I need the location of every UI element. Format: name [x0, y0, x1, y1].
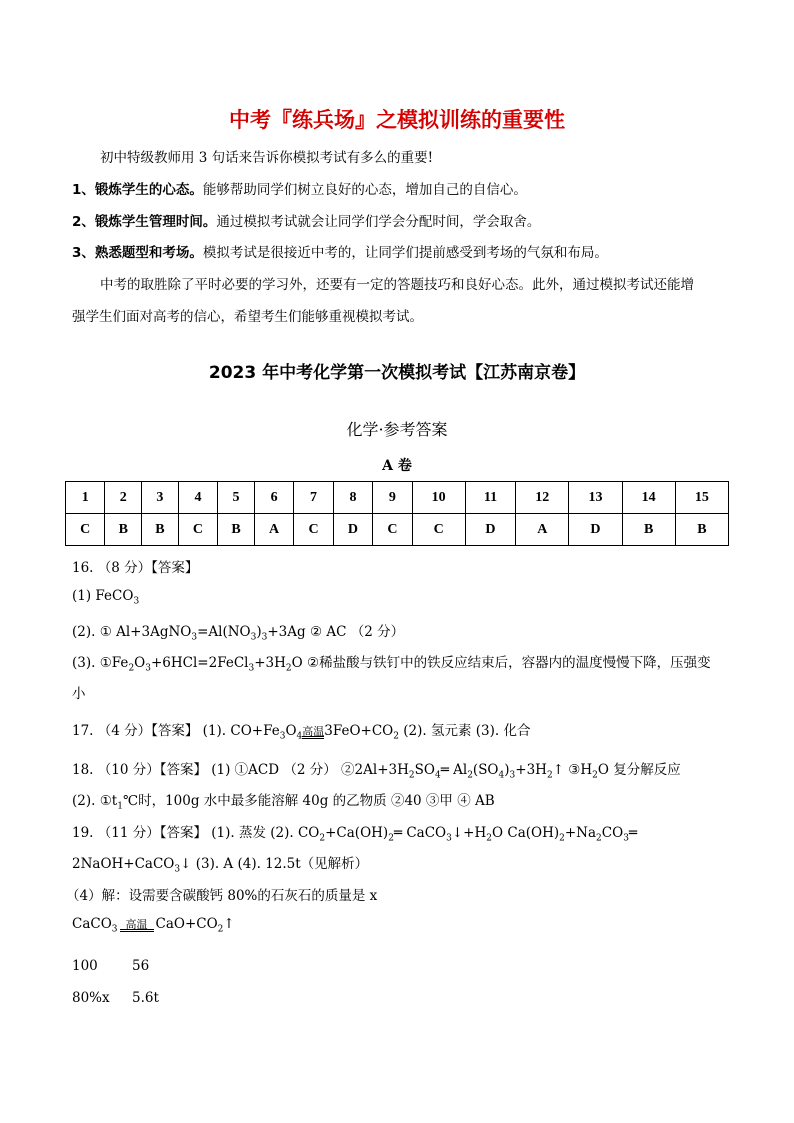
question-number: 7 [294, 482, 333, 514]
q19-eq-text: CaO+CO [155, 916, 218, 932]
q19-eq-text: CaCO [72, 916, 112, 932]
question-number: 9 [373, 482, 412, 514]
q19-text: ═ [628, 825, 638, 841]
subscript: 2 [128, 663, 135, 674]
subscript: 3 [191, 632, 198, 643]
q19-equation [72, 916, 235, 935]
subscript: 3 [133, 596, 140, 607]
promo-point-1 [72, 178, 527, 198]
q19-text: ↓+H [451, 825, 487, 841]
subscript: 2 [408, 770, 415, 781]
q18-text: ) [504, 762, 510, 778]
subscript: 2 [592, 770, 598, 781]
subscript: 3 [145, 663, 151, 674]
subscript: 4 [434, 770, 441, 781]
promo-point-1-label: 1、锻炼学生的心态。 [72, 182, 203, 198]
q19-answer-1 [72, 821, 637, 844]
promo-intro: 初中特级教师用 3 句话来告诉你模拟考试有多么的重要! [100, 150, 434, 166]
q16-a3-text: +6HCl=2FeCl [150, 655, 249, 671]
ratio-row-2 [72, 990, 159, 1006]
question-number: 2 [105, 482, 142, 514]
q19-eq-text: ↑ [223, 916, 235, 932]
answer-cell: C [373, 514, 412, 546]
q18-text: ↑ ③H [552, 762, 593, 778]
q16-answer-1 [72, 588, 139, 607]
ratio-row-1 [72, 958, 149, 974]
q17-text: O [285, 723, 297, 739]
q19-answer-2 [72, 852, 368, 875]
answer-cell: B [218, 514, 255, 546]
answer-key-subtitle: 化学·参考答案 [346, 420, 448, 439]
q18-answer-2 [72, 789, 495, 812]
q18-text: (SO [472, 762, 499, 778]
answer-cell: B [142, 514, 179, 546]
q19-text: +Na [564, 825, 597, 841]
question-number: 5 [218, 482, 255, 514]
subscript: 3 [446, 833, 452, 844]
q18-text: ═ Al [440, 762, 468, 778]
answer-cell: C [294, 514, 333, 546]
subscript: 2 [319, 833, 326, 844]
q19-text: 19. （11 分）【答案】 (1). 蒸发 (2). CO [72, 825, 320, 841]
question-number: 4 [178, 482, 217, 514]
promo-point-2-text: 通过模拟考试就会让同学们学会分配时间，学会取舍。 [216, 214, 541, 230]
ratio-value: 5.6t [132, 990, 159, 1006]
q19-text: O Ca(OH) [492, 825, 560, 841]
question-number: 12 [516, 482, 569, 514]
subscript: 3 [509, 770, 516, 781]
subscript: 2 [596, 833, 602, 844]
promo-paragraph-line-2: 强学生们面对高考的信心，希望考生们能够重视模拟考试。 [72, 309, 423, 325]
promo-point-3-label: 3、熟悉题型和考场。 [72, 245, 203, 261]
answer-cell: C [178, 514, 217, 546]
answer-cell: C [412, 514, 465, 546]
q19-text: +Ca(OH) [325, 825, 389, 841]
q16-a1-text: (1) FeCO [72, 588, 134, 604]
subscript: 2 [393, 731, 399, 742]
q17-text: 3FeO+CO [324, 723, 394, 739]
promo-title: 中考『练兵场』之模拟训练的重要性 [229, 108, 565, 132]
q16-a3-text: O ②稀盐酸与铁钉中的铁反应结束后，容器内的温度慢慢下降，压强变 [291, 655, 711, 671]
subscript: 4 [296, 731, 303, 742]
question-number: 10 [412, 482, 465, 514]
answer-cell: B [105, 514, 142, 546]
q19-text: ↓ (3). A (4). 12.5t（见解析） [180, 856, 369, 872]
q19-solution-setup: （4）解：设需要含碳酸钙 80%的石灰石的质量是 x [66, 888, 378, 904]
q16-answer-2 [72, 620, 404, 643]
subscript: 1 [117, 801, 123, 812]
subscript: 2 [388, 833, 394, 844]
q17-text: (2). 氢元素 (3). 化合 [398, 723, 531, 739]
reaction-condition [302, 726, 324, 739]
subscript: 2 [559, 833, 565, 844]
answer-table [65, 481, 729, 546]
q19-text: 2NaOH+CaCO [72, 856, 175, 872]
q16-a3-text: (3). ①Fe [72, 655, 129, 671]
question-number: 3 [142, 482, 179, 514]
q16-a2-text: +3Ag ② AC （2 分） [267, 624, 405, 640]
subscript: 4 [498, 770, 505, 781]
subscript: 3 [261, 632, 268, 643]
question-number: 11 [465, 482, 515, 514]
ratio-value: 80%x [72, 990, 110, 1006]
promo-point-2 [72, 210, 540, 230]
question-number: 1 [66, 482, 105, 514]
answer-cell: D [465, 514, 515, 546]
ratio-value: 56 [132, 958, 150, 974]
q18-text: ℃时，100g 水中最多能溶解 40g 的乙物质 ②40 ③甲 ④ AB [122, 793, 495, 809]
answer-cell: B [622, 514, 675, 546]
reaction-condition [120, 919, 154, 932]
answer-cell: C [66, 514, 105, 546]
q16-a3-text: O [134, 655, 146, 671]
answer-cell: B [675, 514, 728, 546]
answer-row [66, 514, 729, 546]
q16-a3-text: +3H [254, 655, 286, 671]
question-number-row [66, 482, 729, 514]
question-number: 15 [675, 482, 728, 514]
promo-point-3-text: 模拟考试是很接近中考的，让同学们提前感受到考场的气氛和布局。 [202, 245, 608, 261]
answer-cell: A [516, 514, 569, 546]
condition-label: 高温 [125, 918, 148, 931]
promo-point-2-label: 2、锻炼学生管理时间。 [72, 214, 217, 230]
q16-a2-text: (2). ① Al+3AgNO [72, 624, 192, 640]
q18-text: (2). ①t [72, 793, 118, 809]
subscript: 3 [623, 833, 629, 844]
q18-text: SO [414, 762, 435, 778]
subscript: 2 [486, 833, 492, 844]
question-number: 13 [569, 482, 622, 514]
promo-point-3 [72, 241, 608, 261]
q19-text: ═ CaCO [393, 825, 447, 841]
q17-text: 17. （4 分）【答案】 (1). CO+Fe [72, 723, 280, 739]
subscript: 3 [111, 924, 118, 935]
q16-answer-3-continued: 小 [72, 686, 86, 702]
subscript: 3 [250, 632, 257, 643]
q18-answer-1 [72, 758, 681, 781]
question-number: 14 [622, 482, 675, 514]
section-label: A 卷 [382, 458, 412, 474]
q18-text: O 复分解反应 [597, 762, 681, 778]
promo-point-1-text: 能够帮助同学们树立良好的心态，增加自己的自信心。 [202, 182, 527, 198]
answer-cell: A [254, 514, 293, 546]
q16-answer-3 [72, 651, 711, 674]
subscript: 2 [217, 924, 224, 935]
subscript: 3 [279, 731, 286, 742]
promo-paragraph-line-1: 中考的取胜除了平时必要的学习外，还要有一定的答题技巧和良好心态。此外，通过模拟考试还能增 [100, 277, 694, 293]
q19-text: CO [601, 825, 624, 841]
q16-heading: 16. （8 分）【答案】 [72, 560, 199, 576]
q18-text: 18. （10 分）【答案】 (1) ①ACD （2 分） ②2Al+3H [72, 762, 409, 778]
subscript: 3 [248, 663, 255, 674]
subscript: 3 [174, 864, 181, 875]
answer-cell: D [333, 514, 372, 546]
q17-answer [72, 719, 530, 742]
subscript: 2 [285, 663, 292, 674]
question-number: 6 [254, 482, 293, 514]
q16-a2-text: ) [256, 624, 262, 640]
q18-text: +3H [515, 762, 547, 778]
condition-label: 高温 [302, 725, 325, 738]
ratio-value: 100 [72, 958, 98, 974]
exam-title: 2023 年中考化学第一次模拟考试【江苏南京卷】 [208, 363, 586, 383]
subscript: 2 [546, 770, 553, 781]
subscript: 2 [467, 770, 473, 781]
q16-a2-text: =Al(NO [197, 624, 251, 640]
answer-cell: D [569, 514, 622, 546]
question-number: 8 [333, 482, 372, 514]
